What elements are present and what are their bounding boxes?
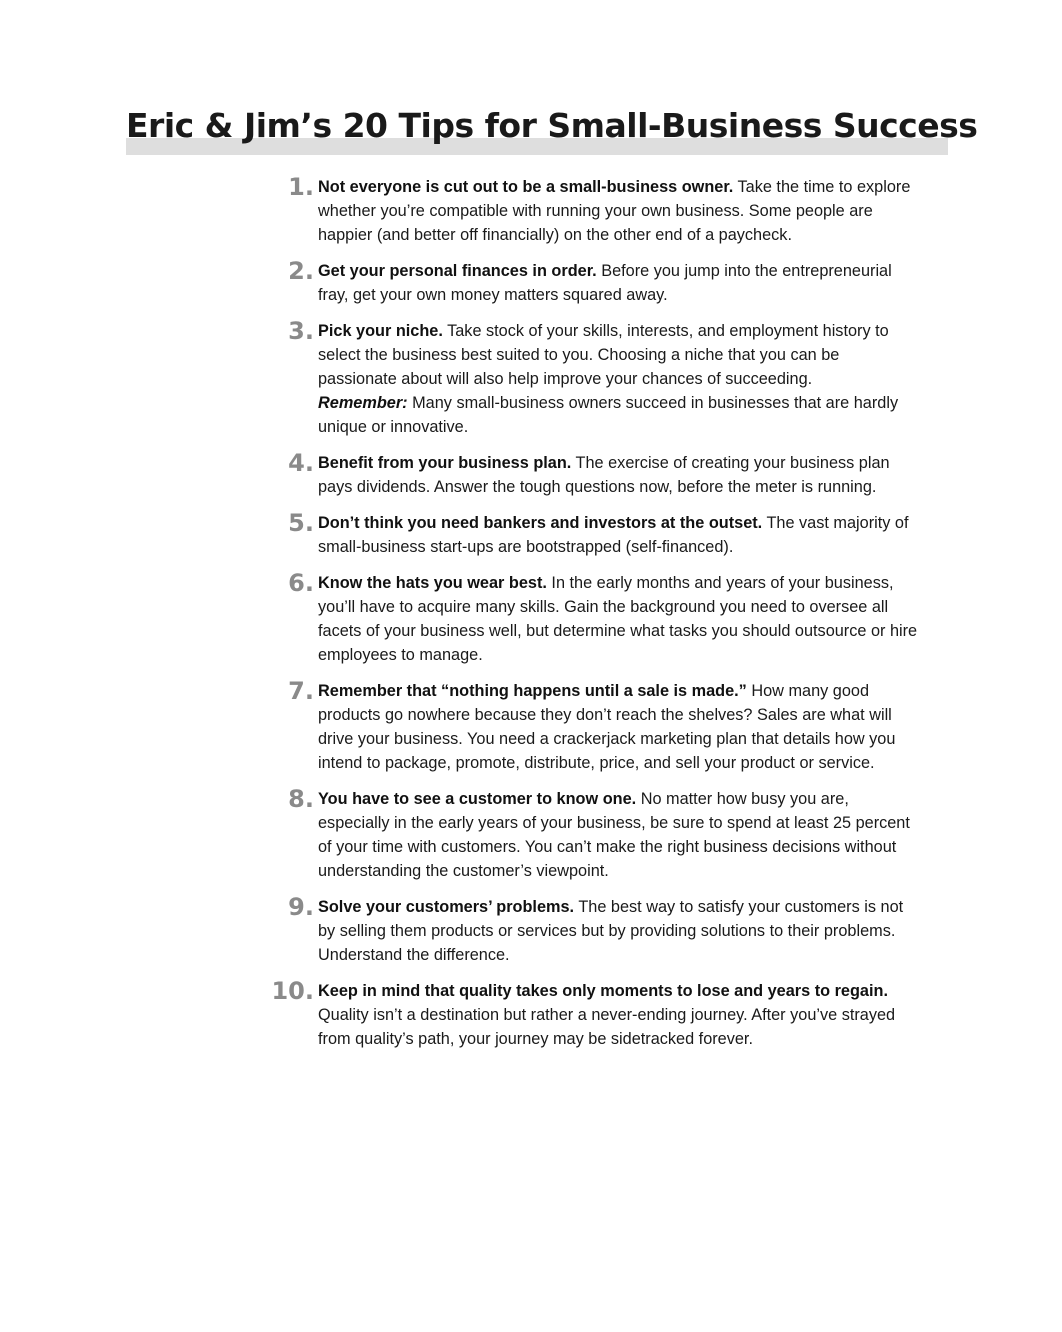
- tip-text: [318, 979, 918, 1051]
- tip-number: 4.: [288, 449, 314, 477]
- tips-list: [270, 175, 930, 1063]
- tip-text: [318, 175, 918, 247]
- tip-number: 7.: [288, 677, 314, 705]
- tip-body: Quality isn’t a destination but rather a never-ending journey. After you’ve strayed from quality’s path, your journey may be sidetracked forever.: [318, 1006, 896, 1048]
- tip-body: In the early months and years of your business, you’ll have to acquire many skills. Gain the background you need to oversee all facets of your business well, but determine what tasks you should outsource or hire employees to manage.: [318, 574, 918, 664]
- tip-1: [270, 175, 930, 247]
- tip-number: 9.: [288, 893, 314, 921]
- tip-9: [270, 895, 930, 967]
- tip-heading: Not everyone is cut out to be a small-business owner.: [318, 178, 734, 196]
- title-block: [126, 104, 978, 156]
- tip-text: [318, 259, 918, 307]
- tip-7: [270, 679, 930, 775]
- tip-number: 6.: [288, 569, 314, 597]
- tip-heading: Know the hats you wear best.: [318, 574, 547, 592]
- tip-body: Take stock of your skills, interests, and employment history to select the business best suited to you. Choosing a niche that you can be passionate about will also help improve your chances of succeeding.: [318, 322, 889, 388]
- tip-heading: Remember that “nothing happens until a sale is made.”: [318, 682, 747, 700]
- tip-body: The vast majority of small-business start-ups are bootstrapped (self-financed).: [318, 514, 909, 556]
- tip-4: [270, 451, 930, 499]
- tip-text: [318, 451, 918, 499]
- tip-number: 1.: [288, 173, 314, 201]
- tip-number: 8.: [288, 785, 314, 813]
- tip-text: [318, 571, 918, 667]
- tip-heading: Get your personal finances in order.: [318, 262, 597, 280]
- tip-text: [318, 895, 918, 967]
- tip-heading: Pick your niche.: [318, 322, 443, 340]
- tip-text: [318, 511, 918, 559]
- tip-3: [270, 319, 930, 439]
- tip-10: [270, 979, 930, 1051]
- tip-8: [270, 787, 930, 883]
- tip-body: How many good products go nowhere because they don’t reach the shelves? Sales are what will drive your business. You need a crackerjack marketing plan that details how you intend to package, promote, distribute, price, and sell your product or service.: [318, 682, 896, 772]
- tip-heading: You have to see a customer to know one.: [318, 790, 637, 808]
- tip-heading: Solve your customers’ problems.: [318, 898, 575, 916]
- tip-body: The best way to satisfy your customers is not by selling them products or services but by providing solutions to their problems. Understand the difference.: [318, 898, 904, 964]
- tip-heading: Don’t think you need bankers and investors at the outset.: [318, 514, 763, 532]
- tip-number: 2.: [288, 257, 314, 285]
- tip-heading: Keep in mind that quality takes only moments to lose and years to regain.: [318, 982, 888, 1000]
- tip-number: 3.: [288, 317, 314, 345]
- tip-6: [270, 571, 930, 667]
- tip-remember-label: Remember:: [318, 394, 408, 412]
- tip-2: [270, 259, 930, 307]
- tip-body: Take the time to explore whether you’re compatible with running your own business. Some people are happier (and better off financially) on the other end of a paycheck.: [318, 178, 911, 244]
- tip-body: The exercise of creating your business plan pays dividends. Answer the tough questions now, before the meter is running.: [318, 454, 890, 496]
- tip-text: [318, 319, 918, 439]
- tip-heading: Benefit from your business plan.: [318, 454, 572, 472]
- tip-text: [318, 787, 918, 883]
- tip-5: [270, 511, 930, 559]
- page-title: Eric & Jim’s 20 Tips for Small-Business Success: [126, 106, 978, 145]
- tip-number: 5.: [288, 509, 314, 537]
- tip-body: No matter how busy you are, especially in the early years of your business, be sure to spend at least 25 percent of your time with customers. You can’t make the right business decisions without understanding the customer’s viewpoint.: [318, 790, 910, 880]
- tip-body: Before you jump into the entrepreneurial fray, get your own money matters squared away.: [318, 262, 892, 304]
- tip-number: 10.: [271, 977, 314, 1005]
- tip-text: [318, 679, 918, 775]
- tip-remember-body: Many small-business owners succeed in businesses that are hardly unique or innovative.: [318, 394, 899, 436]
